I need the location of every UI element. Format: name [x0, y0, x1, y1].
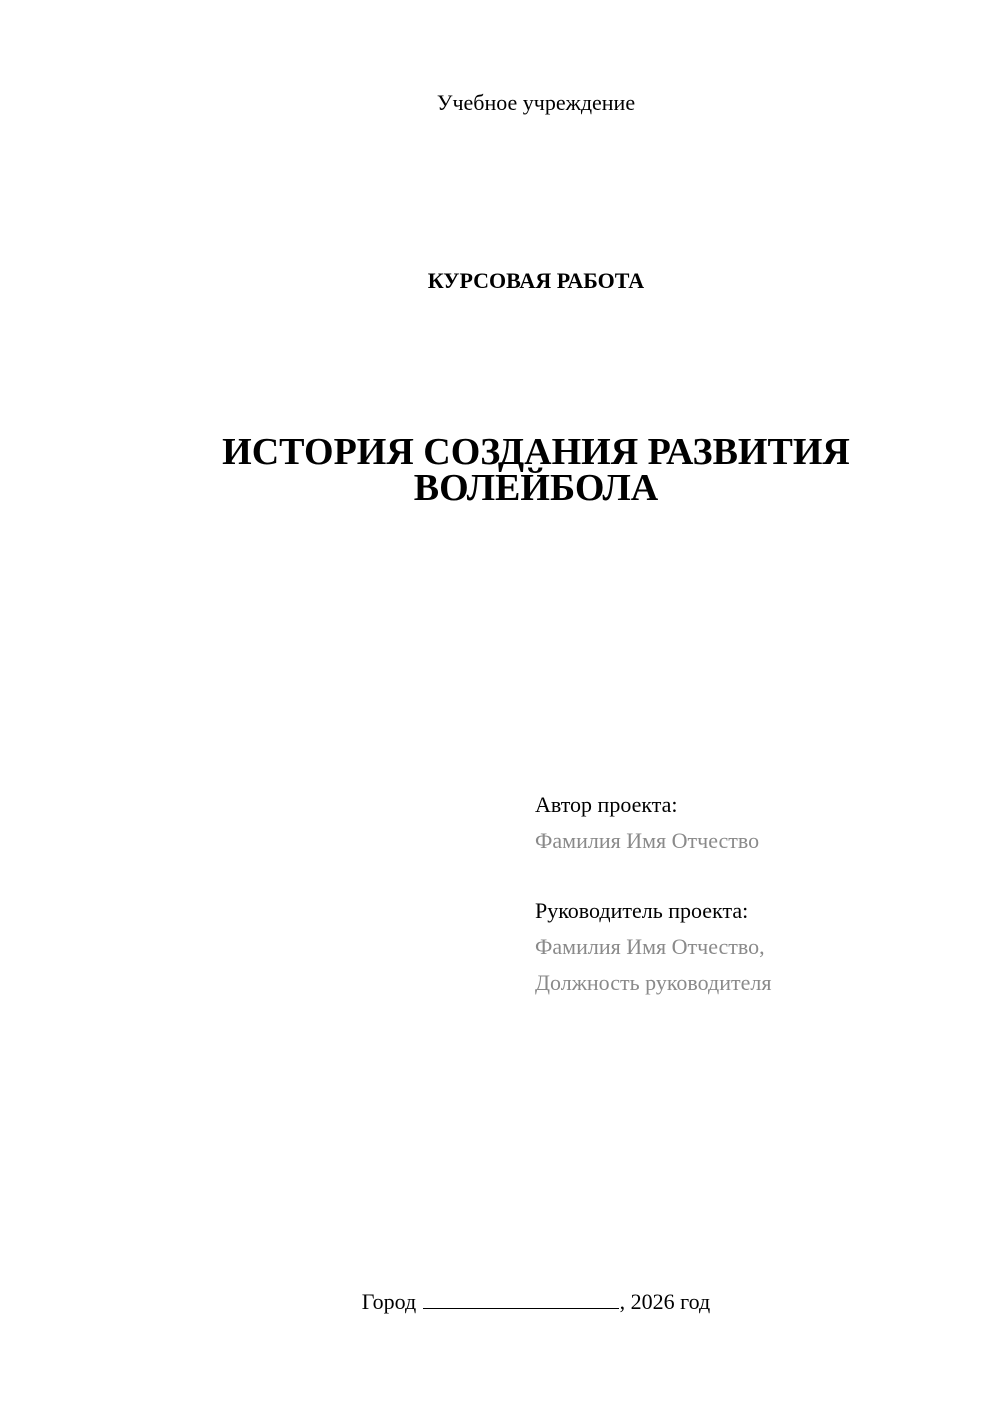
city-label: Город [361, 1289, 417, 1314]
document-title-line-1: ИСТОРИЯ СОЗДАНИЯ РАЗВИТИЯ [222, 431, 850, 473]
city-blank-line [423, 1288, 619, 1309]
supervisor-position: Должность руководителя [535, 970, 772, 995]
document-title-line-2: ВОЛЕЙБОЛА [413, 467, 659, 509]
author-name: Фамилия Имя Отчество [535, 828, 760, 853]
supervisor-label: Руководитель проекта: [535, 898, 749, 923]
author-label: Автор проекта: [535, 792, 678, 817]
document-title [0, 431, 1000, 509]
supervisor-name: Фамилия Имя Отчество, [535, 934, 765, 959]
institution-name: Учебное учреждение [436, 90, 636, 115]
city-year-line [0, 1288, 1000, 1315]
spacer [535, 859, 975, 893]
year-text: , 2026 год [619, 1289, 711, 1314]
work-type-heading: КУРСОВАЯ РАБОТА [427, 268, 645, 293]
project-people-block [535, 787, 975, 1001]
